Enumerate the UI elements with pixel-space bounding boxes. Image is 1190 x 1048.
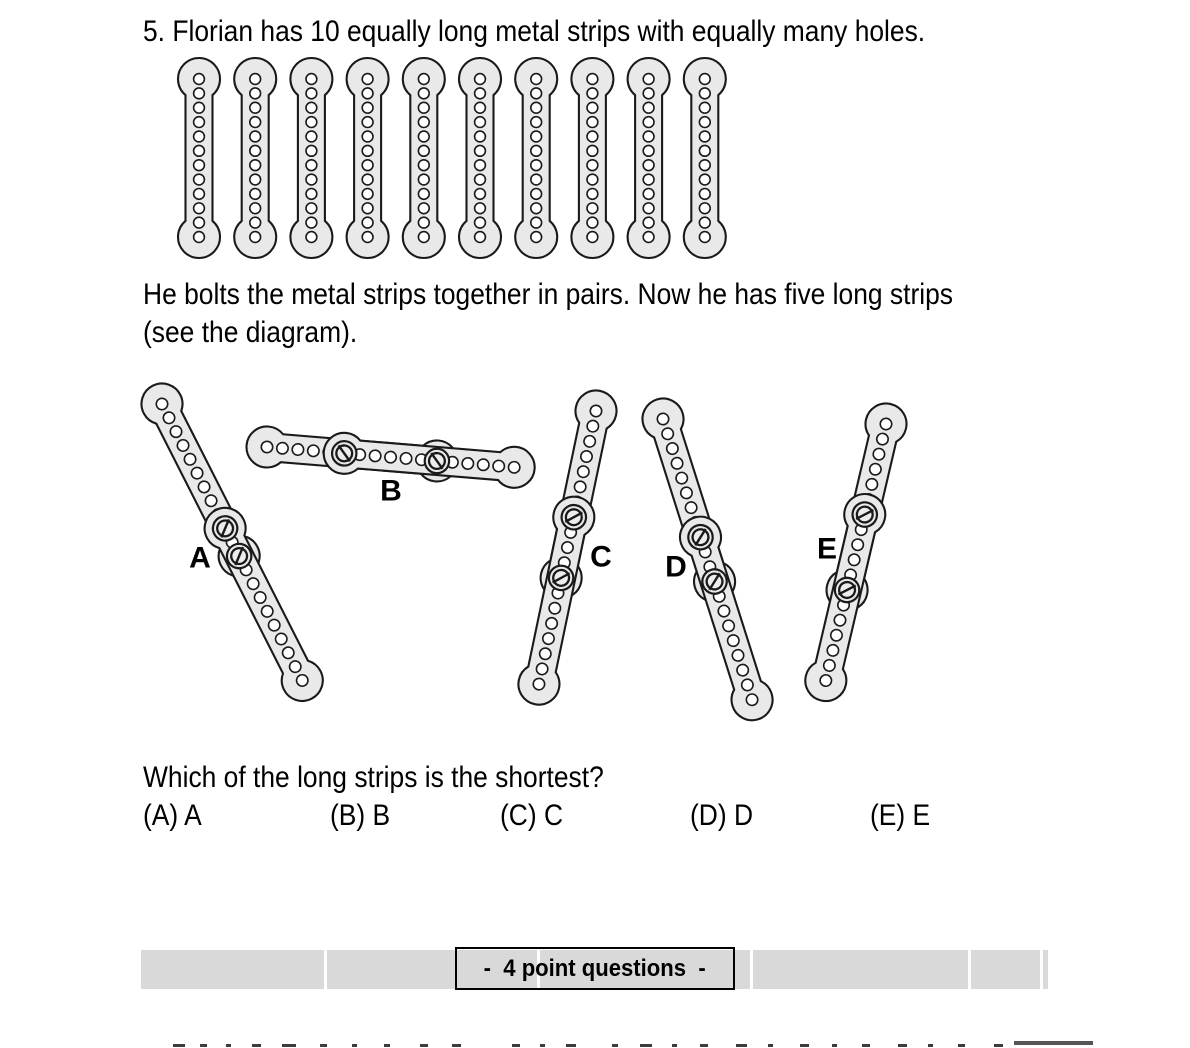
- strip-hole: [587, 117, 598, 128]
- strip-hole: [699, 189, 710, 200]
- strip-hole: [418, 88, 429, 99]
- option-B: [330, 799, 398, 833]
- strip-hole: [477, 459, 489, 471]
- single-metal-strip: [403, 58, 445, 258]
- strip-hole: [699, 232, 710, 243]
- table-cell-divider: [324, 950, 327, 989]
- strip-hole: [475, 189, 486, 200]
- strip-hole: [699, 174, 710, 185]
- cut-text-fragment: [512, 1044, 520, 1047]
- strip-hole: [587, 217, 598, 228]
- strip-hole: [475, 131, 486, 142]
- cut-text-fragment: [736, 1044, 747, 1047]
- strip-hole: [531, 217, 542, 228]
- strip-hole: [418, 217, 429, 228]
- strip-hole: [699, 102, 710, 113]
- single-metal-strip: [515, 58, 557, 258]
- strip-hole: [587, 203, 598, 214]
- strip-hole: [306, 160, 317, 171]
- table-cell-divider: [968, 950, 971, 989]
- strip-hole: [587, 174, 598, 185]
- strip-hole: [362, 88, 373, 99]
- strip-hole: [508, 461, 520, 473]
- strip-hole: [418, 203, 429, 214]
- strip-hole: [475, 117, 486, 128]
- strip-label-E: E: [816, 532, 838, 566]
- strip-hole: [418, 160, 429, 171]
- strip-hole: [362, 74, 373, 85]
- cut-text-fragment: [420, 1044, 428, 1047]
- strip-hole: [276, 442, 288, 454]
- strip-hole: [699, 88, 710, 99]
- table-cell-divider: [750, 950, 753, 989]
- strip-hole: [250, 145, 261, 156]
- strip-hole: [531, 189, 542, 200]
- strip-hole: [418, 117, 429, 128]
- single-metal-strip: [347, 58, 389, 258]
- strip-hole: [475, 232, 486, 243]
- strip-hole: [643, 131, 654, 142]
- strip-label-D: D: [665, 550, 687, 584]
- strip-hole: [362, 174, 373, 185]
- cut-text-fragment: [862, 1044, 870, 1047]
- pair-strip-2: [515, 493, 598, 708]
- strip-hole: [250, 174, 261, 185]
- points-banner-label: - 4 point questions -: [483, 954, 707, 982]
- strip-hole: [194, 203, 205, 214]
- strip-hole: [250, 88, 261, 99]
- cut-text-fragment: [640, 1044, 652, 1047]
- strip-hole: [306, 88, 317, 99]
- strip-hole: [587, 102, 598, 113]
- cut-text-fragment: [768, 1044, 773, 1047]
- question-text: Which of the long strips is the shortest?: [143, 761, 604, 794]
- strip-hole: [384, 451, 396, 463]
- strip-hole: [250, 131, 261, 142]
- option-A-text: (A) A: [143, 799, 202, 832]
- strip-hole: [475, 217, 486, 228]
- strip-hole: [194, 74, 205, 85]
- strip-hole: [531, 160, 542, 171]
- strip-hole: [531, 203, 542, 214]
- cut-text-fragment: [226, 1044, 231, 1047]
- strip-hole: [306, 102, 317, 113]
- strip-hole: [250, 117, 261, 128]
- single-metal-strip: [178, 58, 220, 258]
- strip-hole: [418, 232, 429, 243]
- strip-hole: [475, 160, 486, 171]
- strip-hole: [194, 232, 205, 243]
- option-A: [143, 799, 210, 833]
- cut-text-fragment: [928, 1044, 933, 1047]
- long-strip-A: [134, 376, 329, 708]
- strip-hole: [306, 117, 317, 128]
- strip-hole: [699, 217, 710, 228]
- strip-hole: [362, 217, 373, 228]
- option-B-text: (B) B: [330, 799, 391, 832]
- strip-hole: [418, 131, 429, 142]
- strip-hole: [587, 189, 598, 200]
- strip-hole: [362, 145, 373, 156]
- strip-hole: [531, 232, 542, 243]
- cut-text-fragment: [898, 1044, 907, 1047]
- strip-hole: [194, 189, 205, 200]
- strip-hole: [194, 174, 205, 185]
- single-metal-strip: [571, 58, 613, 258]
- strip-hole: [362, 160, 373, 171]
- strip-hole: [418, 189, 429, 200]
- strip-hole: [587, 160, 598, 171]
- strip-hole: [587, 74, 598, 85]
- strip-hole: [531, 117, 542, 128]
- strip-hole: [643, 160, 654, 171]
- strip-hole: [369, 450, 381, 462]
- cut-text-fragment: [994, 1044, 1003, 1047]
- pair-strip-2-wrap: [515, 493, 598, 708]
- cut-text-fragment: [612, 1044, 618, 1047]
- strip-hole: [699, 160, 710, 171]
- cut-text-fragment: [566, 1044, 576, 1047]
- body-line-1: He bolts the metal strips together in pairs. Now he has five long strips: [143, 278, 953, 311]
- strip-hole: [306, 232, 317, 243]
- strip-label-C: C: [590, 540, 612, 574]
- points-banner: [141, 950, 1048, 989]
- strip-hole: [306, 145, 317, 156]
- cut-text-fragment: [958, 1044, 965, 1047]
- strip-hole: [250, 217, 261, 228]
- strip-label-B: B: [380, 474, 402, 508]
- question-line: [143, 759, 667, 797]
- strip-hole: [643, 117, 654, 128]
- cut-text-fragment: [832, 1044, 837, 1047]
- strip-hole: [643, 88, 654, 99]
- question-title-text: 5. Florian has 10 equally long metal strips with equally many holes.: [143, 15, 926, 48]
- points-banner-box: [455, 947, 735, 990]
- body-paragraph: [143, 276, 1063, 352]
- strip-hole: [306, 131, 317, 142]
- option-D-text: (D) D: [690, 799, 754, 832]
- bolt-icon: [331, 440, 357, 466]
- single-metal-strip: [628, 58, 670, 258]
- strip-hole: [362, 117, 373, 128]
- strip-hole: [418, 102, 429, 113]
- strip-hole: [250, 102, 261, 113]
- strip-hole: [306, 189, 317, 200]
- strip-hole: [306, 217, 317, 228]
- question-title: [143, 13, 1032, 51]
- cut-text-fragment: [352, 1044, 357, 1047]
- strip-hole: [531, 102, 542, 113]
- strip-hole: [699, 74, 710, 85]
- strip-hole: [418, 174, 429, 185]
- cut-off-image-top-edge: [1014, 1041, 1093, 1045]
- option-D: [690, 799, 762, 833]
- single-strips-row: [178, 58, 726, 258]
- strip-hole: [194, 160, 205, 171]
- strip-hole: [194, 88, 205, 99]
- option-E-text: (E) E: [870, 799, 931, 832]
- table-cell-divider: [1040, 950, 1043, 989]
- cut-text-fragment: [252, 1044, 261, 1047]
- strip-hole: [362, 131, 373, 142]
- strip-hole: [362, 232, 373, 243]
- strip-hole: [699, 131, 710, 142]
- cut-text-fragment: [200, 1044, 207, 1047]
- single-metal-strip: [234, 58, 276, 258]
- strip-hole: [531, 131, 542, 142]
- strip-hole: [643, 232, 654, 243]
- strip-hole: [475, 102, 486, 113]
- strip-hole: [475, 145, 486, 156]
- single-metal-strip: [459, 58, 501, 258]
- single-metal-strip: [684, 58, 726, 258]
- strip-hole: [475, 203, 486, 214]
- cut-text-fragment: [672, 1044, 677, 1047]
- cut-text-fragment: [700, 1044, 708, 1047]
- strip-hole: [418, 145, 429, 156]
- strip-hole: [493, 460, 505, 472]
- strip-hole: [261, 441, 273, 453]
- strip-hole: [475, 74, 486, 85]
- strip-hole: [418, 74, 429, 85]
- strip-hole: [362, 203, 373, 214]
- strip-hole: [194, 131, 205, 142]
- strip-hole: [475, 174, 486, 185]
- strip-hole: [643, 189, 654, 200]
- strip-hole: [643, 174, 654, 185]
- cut-text-fragment: [800, 1044, 809, 1047]
- strip-hole: [250, 160, 261, 171]
- cut-text-fragment: [452, 1044, 461, 1047]
- strip-hole: [531, 74, 542, 85]
- strip-hole: [250, 74, 261, 85]
- strip-hole: [194, 117, 205, 128]
- strip-hole: [307, 445, 319, 457]
- strip-hole: [306, 174, 317, 185]
- cut-text-fragment: [384, 1044, 390, 1047]
- cut-text-fragment: [282, 1044, 296, 1047]
- cut-text-fragment: [320, 1044, 327, 1047]
- option-E: [870, 799, 938, 833]
- strip-hole: [531, 88, 542, 99]
- strip-hole: [250, 189, 261, 200]
- strip-hole: [643, 74, 654, 85]
- cut-text-fragment: [540, 1044, 545, 1047]
- strip-hole: [643, 203, 654, 214]
- long-strip-D: [637, 393, 778, 725]
- strip-hole: [531, 174, 542, 185]
- strip-hole: [643, 102, 654, 113]
- strip-hole: [587, 88, 598, 99]
- strip-hole: [699, 203, 710, 214]
- strip-hole: [475, 88, 486, 99]
- strip-hole: [362, 189, 373, 200]
- strip-hole: [587, 232, 598, 243]
- strip-hole: [250, 203, 261, 214]
- strip-hole: [699, 117, 710, 128]
- strip-hole: [306, 74, 317, 85]
- strip-hole: [643, 145, 654, 156]
- body-line-2: (see the diagram).: [143, 316, 358, 349]
- strip-hole: [194, 145, 205, 156]
- cut-text-fragment: [173, 1044, 185, 1047]
- strip-hole: [462, 457, 474, 469]
- option-C: [500, 799, 572, 833]
- strip-hole: [306, 203, 317, 214]
- strip-hole: [699, 145, 710, 156]
- option-C-text: (C) C: [500, 799, 564, 832]
- strip-hole: [362, 102, 373, 113]
- strip-hole: [587, 131, 598, 142]
- strip-hole: [587, 145, 598, 156]
- strip-hole: [194, 102, 205, 113]
- strip-hole: [250, 232, 261, 243]
- strip-hole: [400, 452, 412, 464]
- strip-hole: [643, 217, 654, 228]
- bolt-icon: [424, 448, 450, 474]
- strip-hole: [292, 443, 304, 455]
- single-metal-strip: [290, 58, 332, 258]
- strip-hole: [531, 145, 542, 156]
- strip-hole: [194, 217, 205, 228]
- strip-label-A: A: [189, 541, 211, 575]
